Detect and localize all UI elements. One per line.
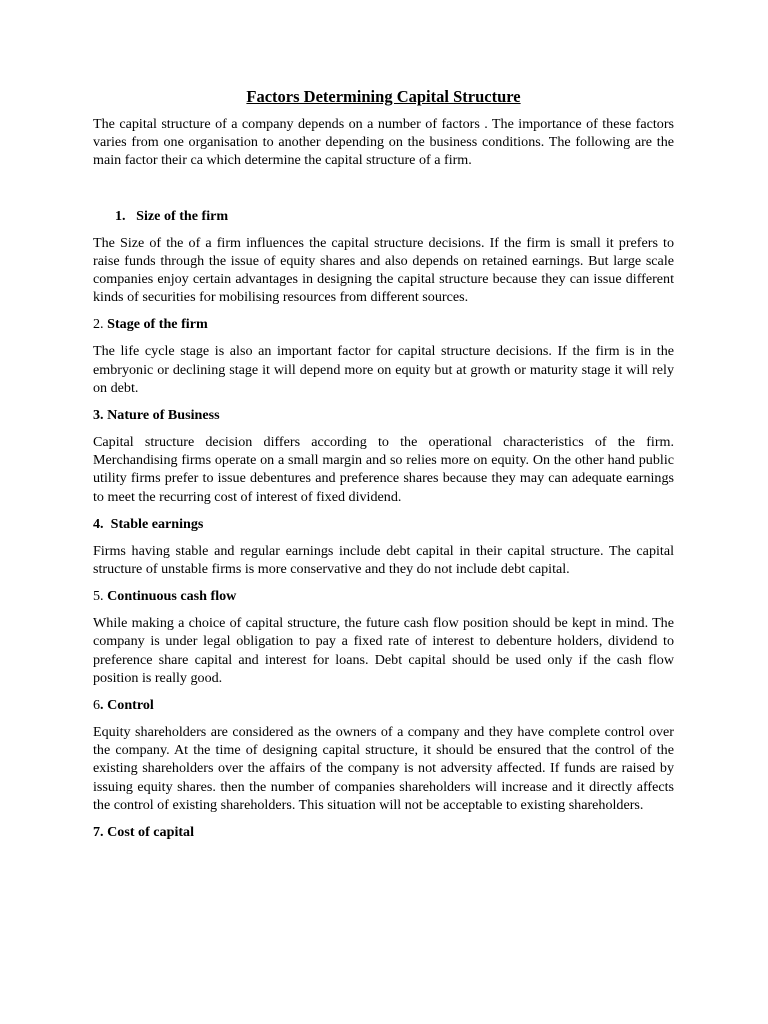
section-body: The life cycle stage is also an important factor for capital structure decisions. If the firm is in the embryonic or declining stage it will depend more on equity but at growth or maturity stage it will rely on debt. [93,343,674,396]
section-body: The Size of the of a firm influences the capital structure decisions. If the firm is small it prefers to raise funds through the issue of equity shares and also depends on retained earnings. But large scale companies enjoy certain advantages in designing the capital structure because they can issue different kinds of securities for mobilising resources from different sources. [93,234,674,306]
section-title: . Control [100,697,154,714]
section-number: 6 [93,697,101,714]
section-title: Size of the firm [136,207,229,224]
section-cost-of-capital [93,823,674,841]
section-title: Cost of capital [107,824,195,841]
section-number: 1. [115,207,126,224]
section-nature-of-business [93,406,674,506]
section-heading [93,406,674,424]
section-heading [93,315,674,333]
section-number: 2. [93,316,104,333]
section-size-of-firm [93,207,674,307]
section-heading [93,207,674,225]
section-body: Capital structure decision differs according to the operational characteristics of the firm. Merchandising firms operate on a small margin and so relies more on equity. On the other hand public utility firms prefer to issue debentures and preference shares because they may can adequate earnings to meet the recurring cost of interest of fixed dividend. [93,434,674,505]
section-body: While making a choice of capital structure, the future cash flow position should be kept in mind. The company is under legal obligation to pay a fixed rate of interest to debenture holders, dividend to preference share capital and interest for loans. Debt capital should be used only if the cash flow position is really good. [93,615,674,686]
section-number: 4. [93,515,104,532]
section-number: 5. [93,588,104,605]
document-page [93,86,674,850]
section-number: 3. [93,407,104,424]
section-title: Continuous cash flow [107,588,237,605]
section-title: Stage of the firm [107,316,208,333]
section-body: Equity shareholders are considered as the owners of a company and they have complete control over the company. At the time of designing capital structure, it should be ensured that the control of the existing shareholders over the affairs of the company is not adversity affected. If funds are raised by issuing equity shares. then the number of companies shareholders will increase and it directly affects the control of existing shareholders. This situation will not be acceptable to existing shareholders. [93,724,674,813]
section-heading [93,587,674,605]
section-heading [93,823,674,841]
section-body: Firms having stable and regular earnings include debt capital in their capital structure. The capital structure of unstable firms is more conservative and they do not include debt capital. [93,542,674,578]
section-title: Nature of Business [107,407,220,424]
section-title: Stable earnings [110,515,204,532]
document-title: Factors Determining Capital Structure [246,87,521,106]
section-heading [93,696,674,714]
section-stable-earnings [93,515,674,578]
section-heading [93,515,674,533]
intro-paragraph: The capital structure of a company depends on a number of factors . The importance of these factors varies from one organisation to another depending on the business conditions. The following are the main factor their ca which determine the capital structure of a firm. [93,116,674,169]
section-control [93,696,674,814]
section-stage-of-firm [93,315,674,397]
section-continuous-cash-flow [93,587,674,687]
section-number: 7. [93,824,104,841]
